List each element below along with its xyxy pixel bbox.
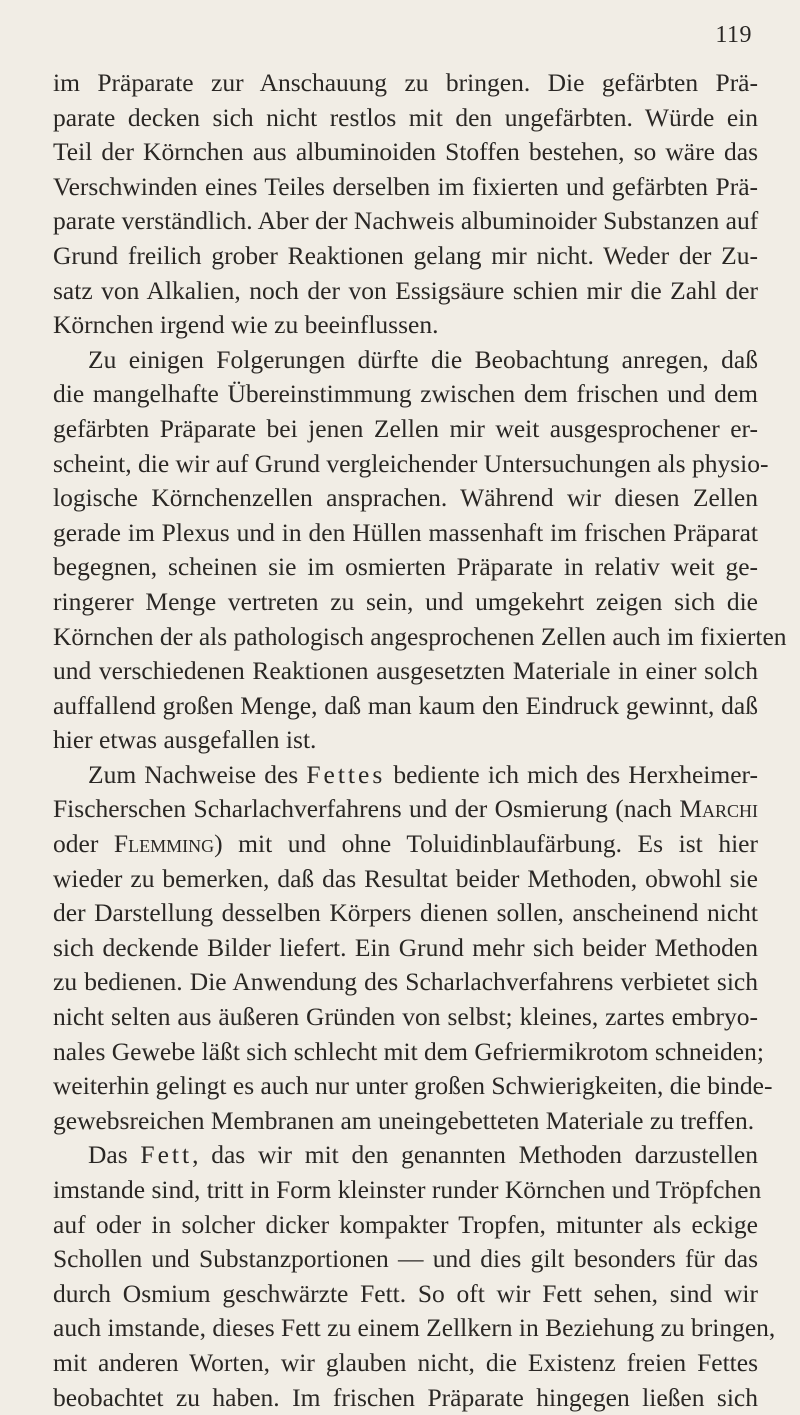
text-line: Körnchen irgend wie zu beeinflussen. [53,310,439,340]
text-line: ringerer Menge vertreten zu sein, und umgekehrt zeigen sich die [53,586,758,616]
text-line: begegnen, scheinen sie im osmierten Präparate in relativ weit ge- [53,552,758,582]
text-line: oder Flemming) mit und ohne Toluidinblaufärbung. Es ist hier [53,829,758,859]
text-line: logische Körnchenzellen ansprachen. Während wir diesen Zellen [53,483,758,513]
text-line: die mangelhafte Übereinstimmung zwischen dem frischen und dem [53,379,758,409]
text-line: nales Gewebe läßt sich schlecht mit dem Gefriermikrotom schneiden; [53,1036,764,1066]
text-line: Grund freilich grober Reaktionen gelang mir nicht. Weder der Zu- [53,240,758,270]
text-line: der Darstellung desselben Körpers dienen sollen, anscheinend nicht [53,898,758,928]
body-text [53,66,787,1415]
text-line: sich deckende Bilder liefert. Ein Grund mehr sich beider Methoden [53,932,758,962]
text-line: auffallend großen Menge, daß man kaum den Eindruck gewinnt, daß [53,690,758,720]
text-line: nicht selten aus äußeren Gründen von selbst; kleines, zartes embryo- [53,1002,758,1032]
text-line: gefärbten Präparate bei jenen Zellen mir weit ausgesprochener er- [53,413,758,443]
text-line: imstande sind, tritt in Form kleinster runder Körnchen und Tröpfchen [53,1175,762,1204]
text-line: parate decken sich nicht restlos mit den ungefärbten. Würde ein [53,102,758,132]
text-line: mit anderen Worten, wir glauben nicht, die Existenz freien Fettes [53,1347,758,1377]
text-line: durch Osmium geschwärzte Fett. So oft wir Fett sehen, sind wir [53,1278,758,1308]
text-line: gerade im Plexus und in den Hüllen massenhaft im frischen Präparat [53,517,758,547]
text-line: beobachtet zu haben. Im frischen Präparate hingegen ließen sich [53,1382,758,1412]
text-line: im Präparate zur Anschauung zu bringen. Die gefärbten Prä- [53,68,758,97]
emphasis-fett: Fett [140,1140,193,1170]
author-marchi: Marchi [679,794,758,824]
page-number: 119 [715,22,752,48]
text-line: auf oder in solcher dicker kompakter Tropfen, mitunter als eckige [53,1209,758,1239]
text-line: scheint, die wir auf Grund vergleichender Untersuchungen als physio- [53,448,769,478]
text-line: und verschiedenen Reaktionen ausgesetzten Materiale in einer solch [53,656,758,686]
text-line: gewebsreichen Membranen am uneingebetteten Materiale zu treffen. [53,1105,755,1135]
text-line: weiterhin gelingt es auch nur unter großen Schwierigkeiten, die binde- [53,1071,773,1101]
text-line: Zu einigen Folgerungen dürfte die Beobachtung anregen, daß [88,344,758,374]
text-line: satz von Alkalien, noch der von Essigsäure schien mir die Zahl der [53,275,758,305]
text-line: Verschwinden eines Teiles derselben im fixierten und gefärbten Prä- [53,171,758,201]
text-line: wieder zu bemerken, daß das Resultat beider Methoden, obwohl sie [53,863,758,893]
text-line: Teil der Körnchen aus albuminoiden Stoffen bestehen, so wäre das [53,137,758,167]
author-flemming: Flemming [113,829,215,859]
text-line: zu bedienen. Die Anwendung des Scharlachverfahrens verbietet sich [53,967,758,997]
text-line: parate verständlich. Aber der Nachweis albuminoider Substanzen auf [53,206,759,236]
text-line: Zum Nachweise des Fettes bediente ich mich des Herxheimer- [88,759,759,789]
text-line: hier etwas ausgefallen ist. [53,725,317,755]
text-line: Körnchen der als pathologisch angesprochenen Zellen auch im fixierten [53,621,787,651]
emphasis-fettes: Fettes [306,759,386,789]
text-line: Schollen und Substanzportionen — und dies gilt besonders für das [53,1244,758,1274]
text-line: Fischerschen Scharlachverfahrens und der Osmierung (nach Marchi [53,794,758,824]
text-line: Das Fett, das wir mit den genannten Methoden darzustellen [88,1140,758,1170]
text-line: auch imstande, dieses Fett zu einem Zellkern in Beziehung zu bringen, [53,1313,776,1343]
